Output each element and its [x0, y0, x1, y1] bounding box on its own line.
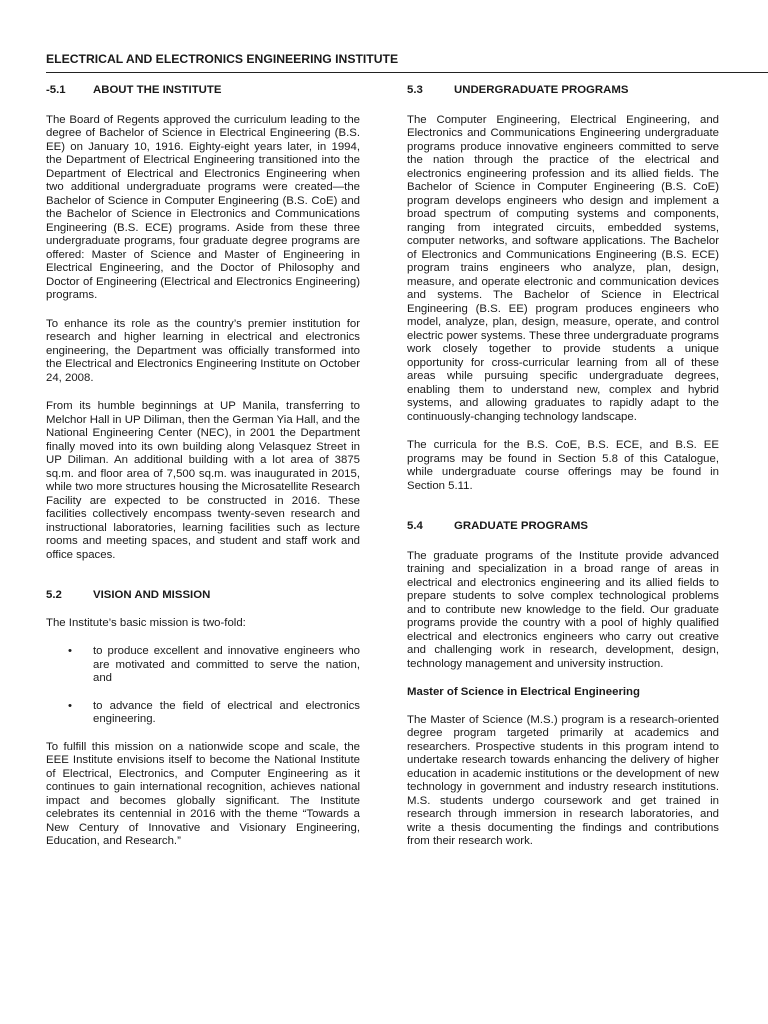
paragraph: The graduate programs of the Institute provide advanced training and specialization in a broad range of areas in electrical and electronics engineering and its allied fields to prepare students to solve complex technological problems and to contribute new knowledge to the field. Our graduate programs provide the country with a pool of highly qualified electrical and electronics engineers who carry out creative and challenging work in research, development, design, technology management and university instruction.	[407, 549, 719, 670]
paragraph: The Master of Science (M.S.) program is a research-oriented degree program targeted primarily at academics and researchers. Prospective students in this program intend to undertake research towards enhancing the delivery of higher education in academic institutions or the development of new technology in government and industry research institutions. M.S. students undergo coursework and get trained in research through immersion in research laboratories, and write a thesis documenting the findings and contributions from their research work.	[407, 713, 719, 847]
subsection-heading: Master of Science in Electrical Engineering	[407, 686, 640, 698]
list-item	[46, 700, 360, 727]
section-number: 5.2	[46, 589, 62, 601]
section-number: -5.1	[46, 84, 66, 96]
paragraph: The Board of Regents approved the curriculum leading to the degree of Bachelor of Science in Electrical Engineering (B.S. EE) on January 10, 1916. Eighty-eight years later, in 1994, the Department of Electrical Engineering transitioned into the Department of Electrical and Electronics Engineering when two additional undergraduate programs were created—the Bachelor of Science in Computer Engineering (B.S. CoE) and the Bachelor of Science in Electronics and Communications Engineering (B.S. ECE) programs. Aside from these three undergraduate programs, four graduate degree programs are offered: Master of Science and Master of Engineering in Electrical Engineering, and the Doctor of Philosophy and Doctor of Engineering (Electrical and Electronics Engineering) programs.	[46, 113, 360, 301]
section-5-1-heading	[46, 84, 360, 98]
section-5-3-heading	[407, 84, 719, 98]
paragraph: The Computer Engineering, Electrical Engineering, and Electronics and Communications Engineering undergraduate programs produce innovative engineers committed to serve the nation through the practice of the electrical and electronics engineering profession and its allied fields. The Bachelor of Science in Computer Engineering (B.S. CoE) program develops engineers who design and implement a broad spectrum of computing systems and components, ranging from integrated circuits, embedded systems, computer networks, and software applications. The Bachelor of Electronics and Communications Engineering (B.S. ECE) program trains engineers who analyze, plan, design, measure, and operate electronic and communication devices and systems. The Bachelor of Science in Electrical Engineering (B.S. EE) program produces engineers who model, analyze, plan, design, measure, operate, and control electric power systems. These three undergraduate programs work closely together to provide students a unique opportunity for cross-curricular learning from all of these areas while pursuing specific undergraduate degrees, enabling them to understand new, complex and hybrid systems, and allowing graduates to rapidly adapt to the continuously-changing technology landscape.	[407, 113, 719, 423]
section-5-4-heading	[407, 520, 719, 534]
bullet-icon: •	[68, 645, 72, 657]
paragraph: The curricula for the B.S. CoE, B.S. ECE, and B.S. EE programs may be found in Section 5.8 of this Catalogue, while undergraduate course offerings may be found in Section 5.11.	[407, 439, 719, 492]
paragraph: To fulfill this mission on a nationwide scope and scale, the EEE Institute envisions itself to become the National Institute of Electrical, Electronics, and Computer Engineering as it continues to gain international recognition, achieves national impact and becomes globally significant. The Institute celebrates its centennial in 2016 with the theme “Towards a New Century of Innovative and Visionary Engineering, Education, and Research.”	[46, 740, 360, 847]
section-5-2-heading	[46, 589, 360, 603]
paragraph: The Institute’s basic mission is two-fold:	[46, 616, 246, 629]
section-number: 5.3	[407, 84, 423, 96]
page-header-title: ELECTRICAL AND ELECTRONICS ENGINEERING INSTITUTE	[46, 52, 399, 66]
bullet-icon: •	[68, 699, 72, 712]
section-title: ABOUT THE INSTITUTE	[93, 84, 222, 96]
paragraph: From its humble beginnings at UP Manila, transferring to Melchor Hall in UP Diliman, then the German Yia Hall, and the National Engineering Center (NEC), in 2001 the Department finally moved into its own building along Velasquez Street in UP Diliman. An additional building with a lot area of 3875 sq.m. and floor area of 7,500 sq.m. was inaugurated in 2015, while two more structures housing the Microsatellite Research Facility are expected to be constructed in 2016. These facilities collectively encompass twenty-seven research and instructional laboratories, learning facilities such as lecture rooms and meeting spaces, and student and staff work and office spaces.	[46, 400, 360, 561]
paragraph: To enhance its role as the country’s premier institution for research and higher learning in electrical and electronics engineering, the Department was officially transformed into the Electrical and Electronics Engineering Institute on October 24, 2008.	[46, 317, 360, 384]
section-title: UNDERGRADUATE PROGRAMS	[454, 84, 629, 96]
list-item	[46, 645, 360, 686]
left-column	[46, 84, 360, 864]
list-item-text: to produce excellent and innovative engineers who are motivated and committed to serve the nation, and	[93, 645, 360, 684]
mission-list	[46, 645, 360, 727]
right-column	[407, 84, 719, 864]
section-number: 5.4	[407, 520, 423, 532]
section-title: GRADUATE PROGRAMS	[454, 520, 588, 532]
section-title: VISION AND MISSION	[93, 589, 211, 601]
header-divider	[46, 72, 768, 73]
list-item-text: to advance the field of electrical and electronics engineering.	[93, 699, 360, 725]
